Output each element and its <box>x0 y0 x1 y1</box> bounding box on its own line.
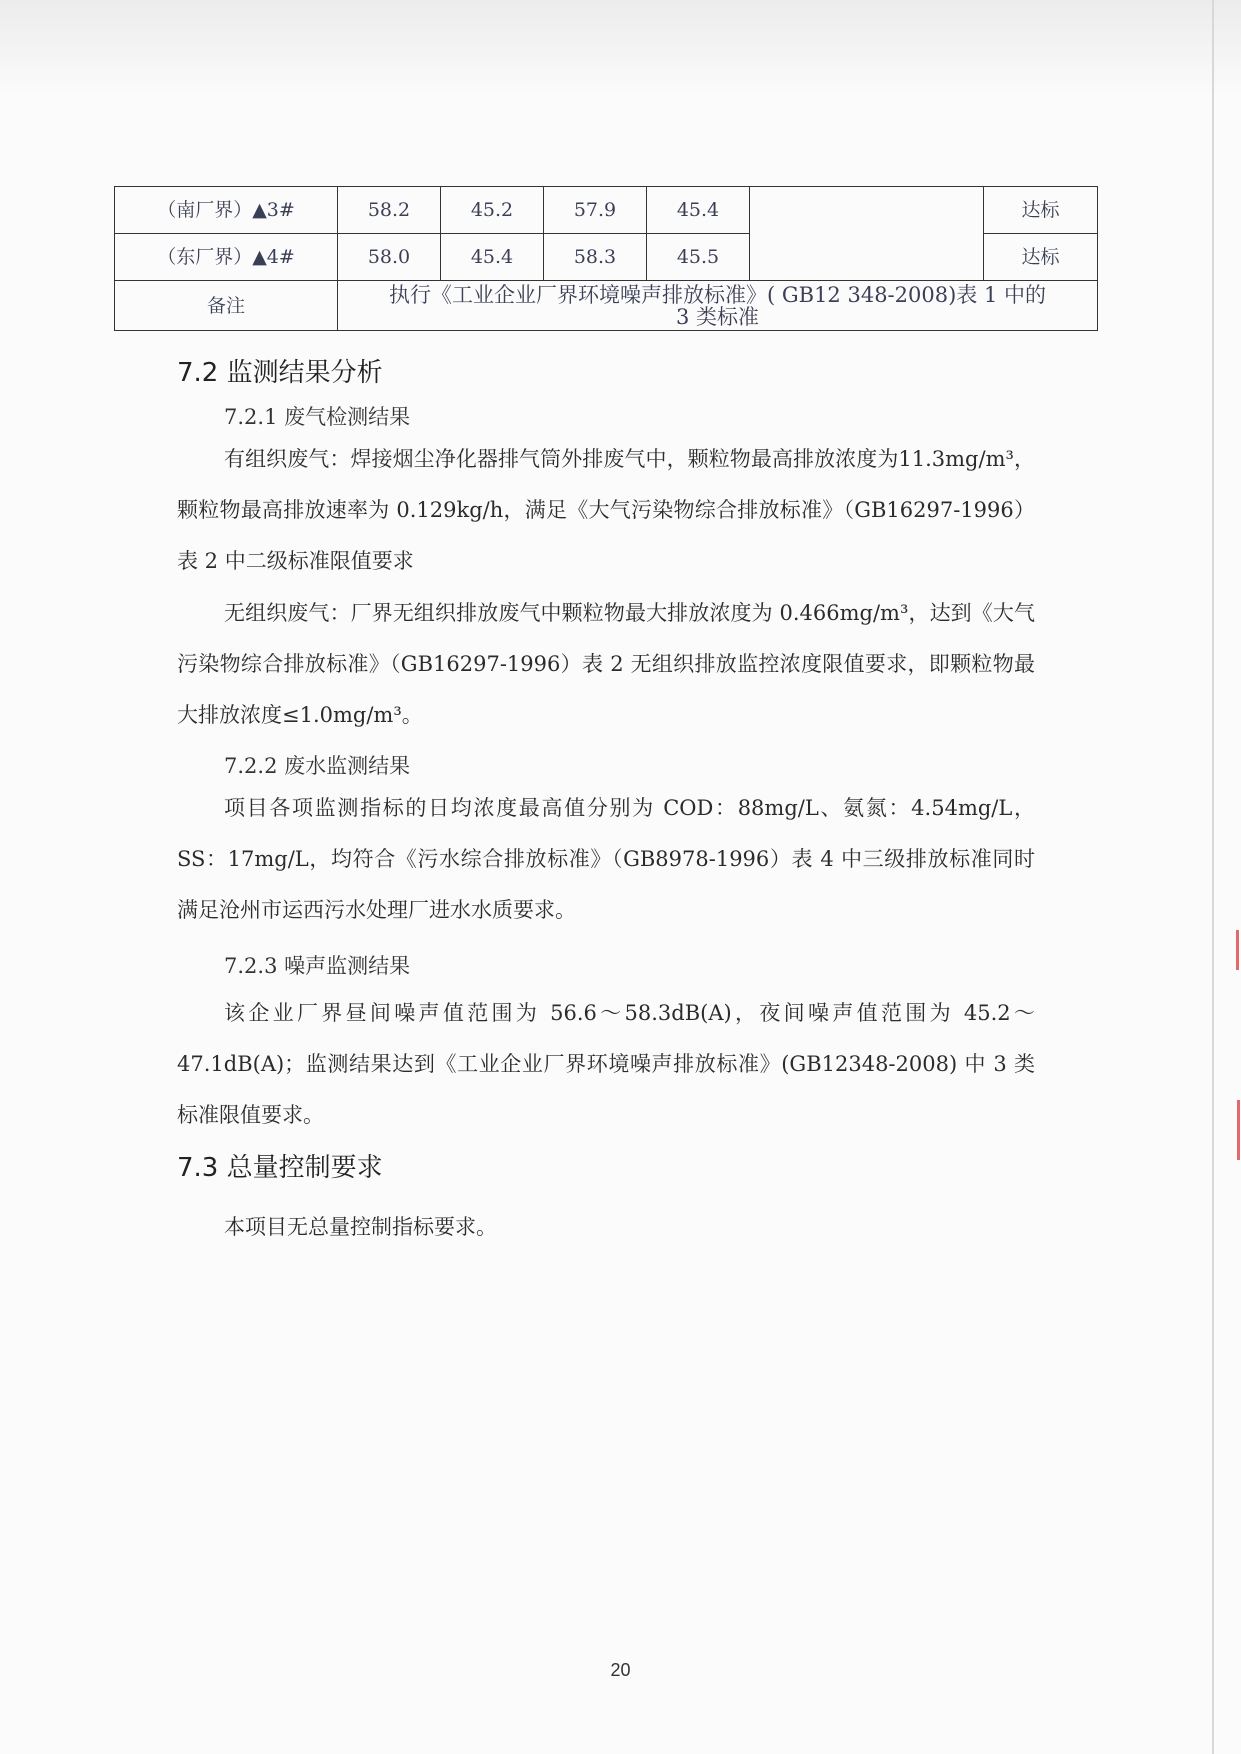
subheading-7-2-3: 7.2.3 噪声监测结果 <box>224 954 411 978</box>
page-number: 20 <box>610 1660 631 1680</box>
paragraph-noise: 该企业厂界昼间噪声值范围为 56.6～58.3dB(A)，夜间噪声值范围为 45.2～47.1dB(A)；监测结果达到《工业企业厂界环境噪声排放标准》(GB12348-2008) 中 3 类标准限值要求。 <box>177 1001 1035 1127</box>
page-edge <box>1212 0 1214 1754</box>
paragraph-wastewater: 项目各项监测指标的日均浓度最高值分别为 COD：88mg/L、氨氮：4.54mg/L，SS：17mg/L，均符合《污水综合排放标准》（GB8978-1996）表 4 中三级排放标准同时满足沧州市运西污水处理厂进水水质要求。 <box>177 796 1035 922</box>
point-cell: （南厂界）▲3# <box>115 187 338 234</box>
value-cell: 45.4 <box>647 187 750 234</box>
paragraph-total-control: 本项目无总量控制指标要求。 <box>224 1215 497 1239</box>
standard-cell <box>750 187 984 281</box>
section-heading-7-2: 7.2 监测结果分析 <box>177 358 383 388</box>
value-cell: 58.2 <box>338 187 441 234</box>
section-heading-7-3: 7.3 总量控制要求 <box>177 1153 383 1183</box>
noise-results-table <box>114 186 1098 331</box>
value-cell: 57.9 <box>544 187 647 234</box>
note-line-2: 3 类标准 <box>675 304 760 329</box>
value-cell: 58.0 <box>338 234 441 281</box>
result-cell: 达标 <box>984 187 1098 234</box>
value-cell: 45.2 <box>441 187 544 234</box>
value-cell: 58.3 <box>544 234 647 281</box>
red-stamp-edge <box>1236 930 1239 970</box>
paragraph-organized-gas: 有组织废气：焊接烟尘净化器排气筒外排废气中，颗粒物最高排放浓度为11.3mg/m³，颗粒物最高排放速率为 0.129kg/h，满足《大气污染物综合排放标准》（GB16297-1996）表 2 中二级标准限值要求 <box>177 447 1035 573</box>
subheading-7-2-1: 7.2.1 废气检测结果 <box>224 405 411 429</box>
value-cell: 45.4 <box>441 234 544 281</box>
subheading-7-2-2: 7.2.2 废水监测结果 <box>224 754 411 778</box>
page-top-shade <box>0 0 1241 95</box>
result-cell: 达标 <box>984 234 1098 281</box>
paragraph-unorganized-gas: 无组织废气：厂界无组织排放废气中颗粒物最大排放浓度为 0.466mg/m³，达到《大气污染物综合排放标准》（GB16297-1996）表 2 无组织排放监控浓度限值要求，即颗粒物最大排放浓度≤1.0mg/m³。 <box>177 601 1035 727</box>
red-stamp-edge <box>1237 1100 1240 1160</box>
table-note-row <box>115 281 1098 331</box>
value-cell: 45.5 <box>647 234 750 281</box>
note-line-1: 执行《工业企业厂界环境噪声排放标准》( GB12 348-2008)表 1 中的 <box>389 282 1046 307</box>
note-label: 备注 <box>115 281 338 331</box>
note-text <box>338 281 1098 331</box>
point-cell: （东厂界）▲4# <box>115 234 338 281</box>
table-row <box>115 187 1098 234</box>
